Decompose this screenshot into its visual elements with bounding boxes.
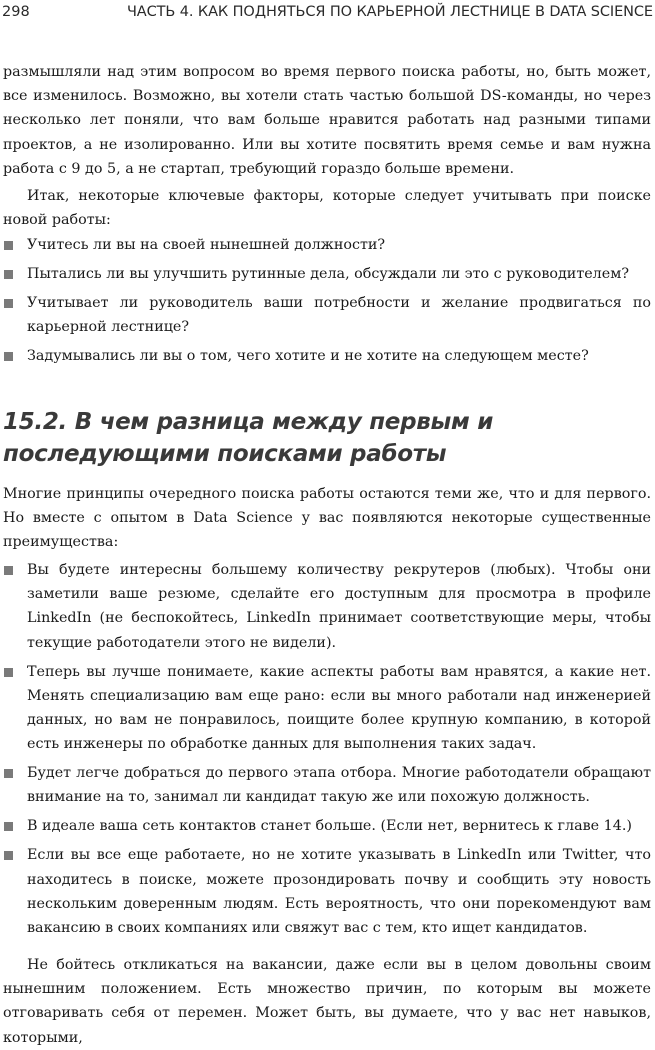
list-item-text: Учитесь ли вы на своей нынешней должности?	[27, 237, 386, 253]
square-bullet-icon	[4, 668, 13, 677]
body-paragraph: Многие принципы очередного поиска работы остаются теми же, что и для первого. Но вместе с опытом в Data Science у вас появляются некоторые существенные преимущества:	[3, 486, 651, 551]
body-paragraph: Не бойтесь откликаться на вакансии, даже если вы в целом довольны своим нынешним положением. Есть множество причин, по которым вы можете отговаривать себя от перемен. Может быть, вы думаете, что у вас нет навыков, которыми,	[3, 957, 651, 1046]
list-item	[3, 233, 651, 257]
list-item-text: Учитывает ли руководитель ваши потребности и желание продвигаться по карьерной лестнице?	[27, 295, 651, 336]
list-item	[3, 761, 651, 809]
key-factors-list	[3, 233, 651, 373]
list-item	[3, 558, 651, 655]
square-bullet-icon	[4, 352, 13, 361]
list-item-text: Если вы все еще работаете, но не хотите указывать в LinkedIn или Twitter, что находитесь в поиске, можете прозондировать почву и сообщить эту новость нескольким доверенным людям. Есть вероятность, что они порекомендуют вам вакансию в своих компаниях или свяжут вас с тем, кто ищет кандидатов.	[27, 847, 651, 937]
advantages-list	[3, 558, 651, 945]
section-heading: 15.2. В чем разница между первым и последующими поисками работы	[3, 409, 494, 467]
square-bullet-icon	[4, 769, 13, 778]
list-item	[3, 262, 651, 286]
list-item	[3, 814, 651, 838]
square-bullet-icon	[4, 270, 13, 279]
list-item-text: Задумывались ли вы о том, чего хотите и не хотите на следующем месте?	[27, 348, 589, 365]
square-bullet-icon	[4, 299, 13, 308]
list-item	[3, 291, 651, 339]
square-bullet-icon	[4, 822, 13, 831]
list-item-text: Теперь вы лучше понимаете, какие аспекты работы вам нравятся, а какие нет. Менять специализацию вам еще рано: если вы много работали над инженерией данных, но вам не понравилось, поищите более крупную компанию, в которой есть инженеры по обработке данных для выполнения таких задач.	[27, 663, 651, 753]
list-item	[3, 843, 651, 940]
body-paragraph: Итак, некоторые ключевые факторы, которые следует учитывать при поиске новой работы:	[3, 188, 651, 229]
list-item-text: Пытались ли вы улучшить рутинные дела, обсуждали ли это с руководителем?	[27, 266, 630, 282]
list-item-text: В идеале ваша сеть контактов станет больше. (Если нет, вернитесь к главе 14.)	[27, 818, 632, 835]
list-item-text: Вы будете интересны большему количеству рекрутеров (любых). Чтобы они заметили ваше резюме, сделайте его доступным для просмотра в профиле LinkedIn (не беспокойтесь, LinkedIn принимает соответствующие меры, чтобы текущие работодатели этого не видели).	[27, 562, 651, 651]
page-number: 298	[2, 4, 30, 20]
body-paragraph: размышляли над этим вопросом во время первого поиска работы, но, быть может, все изменилось. Возможно, вы хотели стать частью большой DS-команды, но через несколько лет поняли, что вам больше нравится работать над разными типами проектов, а не изолированно. Или вы хотите посвятить время семье и вам нужна работа с 9 до 5, а не стартап, требующий гораздо больше времени.	[3, 64, 651, 177]
running-head	[2, 4, 653, 26]
list-item	[3, 660, 651, 757]
square-bullet-icon	[4, 851, 13, 860]
list-item	[3, 344, 651, 368]
square-bullet-icon	[4, 241, 13, 250]
square-bullet-icon	[4, 566, 13, 575]
chapter-title: ЧАСТЬ 4. КАК ПОДНЯТЬСЯ ПО КАРЬЕРНОЙ ЛЕСТНИЦЕ В DATA SCIENCE	[126, 4, 653, 20]
list-item-text: Будет легче добраться до первого этапа отбора. Многие работодатели обращают внимание на то, занимал ли кандидат такую же или похожую должность.	[27, 765, 651, 806]
